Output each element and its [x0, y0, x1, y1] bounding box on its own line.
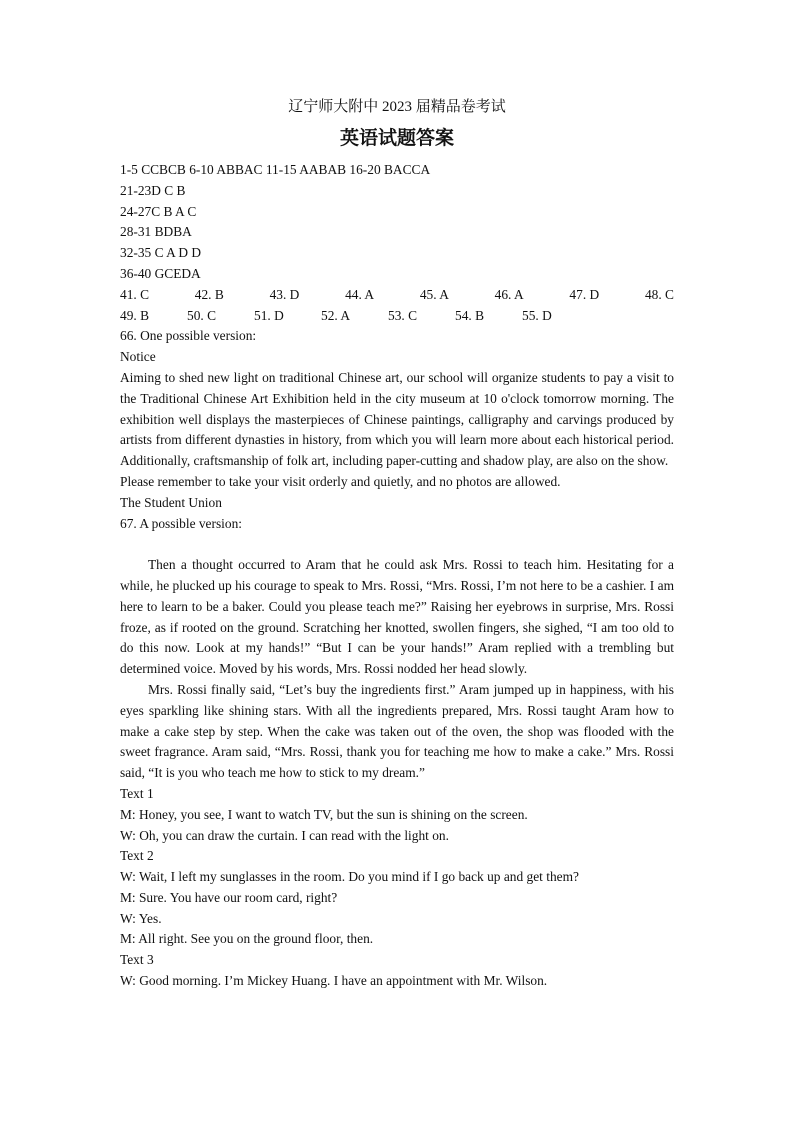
answers-32-35: 32-35 C A D D [120, 245, 202, 261]
answers-21-23: 21-23D C B [120, 182, 186, 198]
answer-55: 55. D [522, 307, 552, 323]
q67-paragraph-2: Mrs. Rossi finally said, “Let’s buy the ingredients first.” Aram jumped up in happiness, with his eyes sparkling like shining stars. With all the ingredients prepared, Mrs. Rossi taught Aram how to make a cake step by step. When the cake was taken out of the oven, the shop was flooded with the sweet fragrance. Aram said, “Mrs. Rossi, thank you for teaching me how to make a cake.” Mrs. Rossi said, “It is you who teach me how to stick to my dream.” [120, 681, 674, 781]
answer-46: 46. A [494, 286, 524, 302]
answer-44: 44. A [345, 286, 375, 302]
answer-48: 48. C [644, 286, 674, 302]
text3-line-w1: W: Good morning. I’m Mickey Huang. I have an appointment with Mr. Wilson. [120, 973, 548, 989]
q66-paragraph-2: Please remember to take your visit orderly and quietly, and no photos are allowed. [120, 473, 561, 489]
q66-label: 66. One possible version: [120, 328, 257, 344]
answer-43: 43. D [269, 286, 300, 302]
text1-label: Text 1 [120, 785, 154, 801]
text2-line-m1: M: Sure. You have our room card, right? [120, 889, 338, 905]
answer-41: 41. C [120, 286, 150, 302]
text2-line-w1: W: Wait, I left my sunglasses in the room. Do you mind if I go back up and get them? [120, 869, 579, 885]
text1-line-w: W: Oh, you can draw the curtain. I can read with the light on. [120, 827, 449, 843]
cloze-answers-row-2 [120, 306, 674, 327]
answers-1-20: 1-5 CCBCB 6-10 ABBAC 11-15 AABAB 16-20 BACCA [120, 162, 431, 177]
answer-52: 52. A [321, 307, 351, 323]
q66-heading: Notice [120, 349, 156, 365]
spacer [120, 534, 674, 555]
answer-45: 45. A [419, 286, 449, 302]
answers-36-40: 36-40 GCEDA [120, 265, 201, 281]
answer-content [120, 160, 674, 992]
cloze-answers-row-1 [120, 285, 674, 306]
text1-line-m: M: Honey, you see, I want to watch TV, but the sun is shining on the screen. [120, 806, 528, 822]
text2-line-w2: W: Yes. [120, 910, 162, 926]
q67-label: 67. A possible version: [120, 515, 243, 531]
q66-paragraph-1: Aiming to shed new light on traditional Chinese art, our school will organize students to pay a visit to the Traditional Chinese Art Exhibition held in the city museum at 10 o'clock tomorrow morning. The exhibition well displays the masterpieces of Chinese paintings, calligraphy and carvings produced by artists from different dynasties in history, from which you will learn more about each historical period. Additionally, craftsmanship of folk art, including paper-cutting and shadow play, are also on the show. [120, 369, 674, 469]
q67-paragraph-1: Then a thought occurred to Aram that he could ask Mrs. Rossi to teach him. Hesitating for a while, he plucked up his courage to speak to Mrs. Rossi, “Mrs. Rossi, I’m not here to be a cashier. I am here to learn to be a baker. Could you please teach me?” Raising her eyebrows in surprise, Mrs. Rossi froze, as if rooted on the ground. Scratching her knotted, swollen fingers, she sighed, “I am too old to do this now. Look at my hands!” “But I can be your hands!” Aram replied with a trembling but determined voice. Moved by his words, Mrs. Rossi nodded her head slowly. [120, 557, 674, 677]
page-title: 英语试题答案 [339, 128, 454, 149]
school-exam-title: 辽宁师大附中 2023 届精品卷考试 [288, 99, 506, 115]
answer-50: 50. C [187, 307, 217, 323]
q66-signature: The Student Union [120, 494, 222, 510]
answer-53: 53. C [388, 307, 418, 323]
answer-49: 49. B [120, 307, 150, 323]
answers-28-31: 28-31 BDBA [120, 224, 192, 240]
answer-47: 47. D [569, 286, 600, 302]
text2-label: Text 2 [120, 848, 154, 864]
answer-54: 54. B [455, 307, 485, 323]
answer-51: 51. D [254, 307, 284, 323]
answers-24-27: 24-27C B A C [120, 203, 197, 219]
text2-line-m2: M: All right. See you on the ground floor, then. [120, 931, 374, 947]
answer-42: 42. B [194, 286, 224, 302]
text3-label: Text 3 [120, 952, 154, 968]
